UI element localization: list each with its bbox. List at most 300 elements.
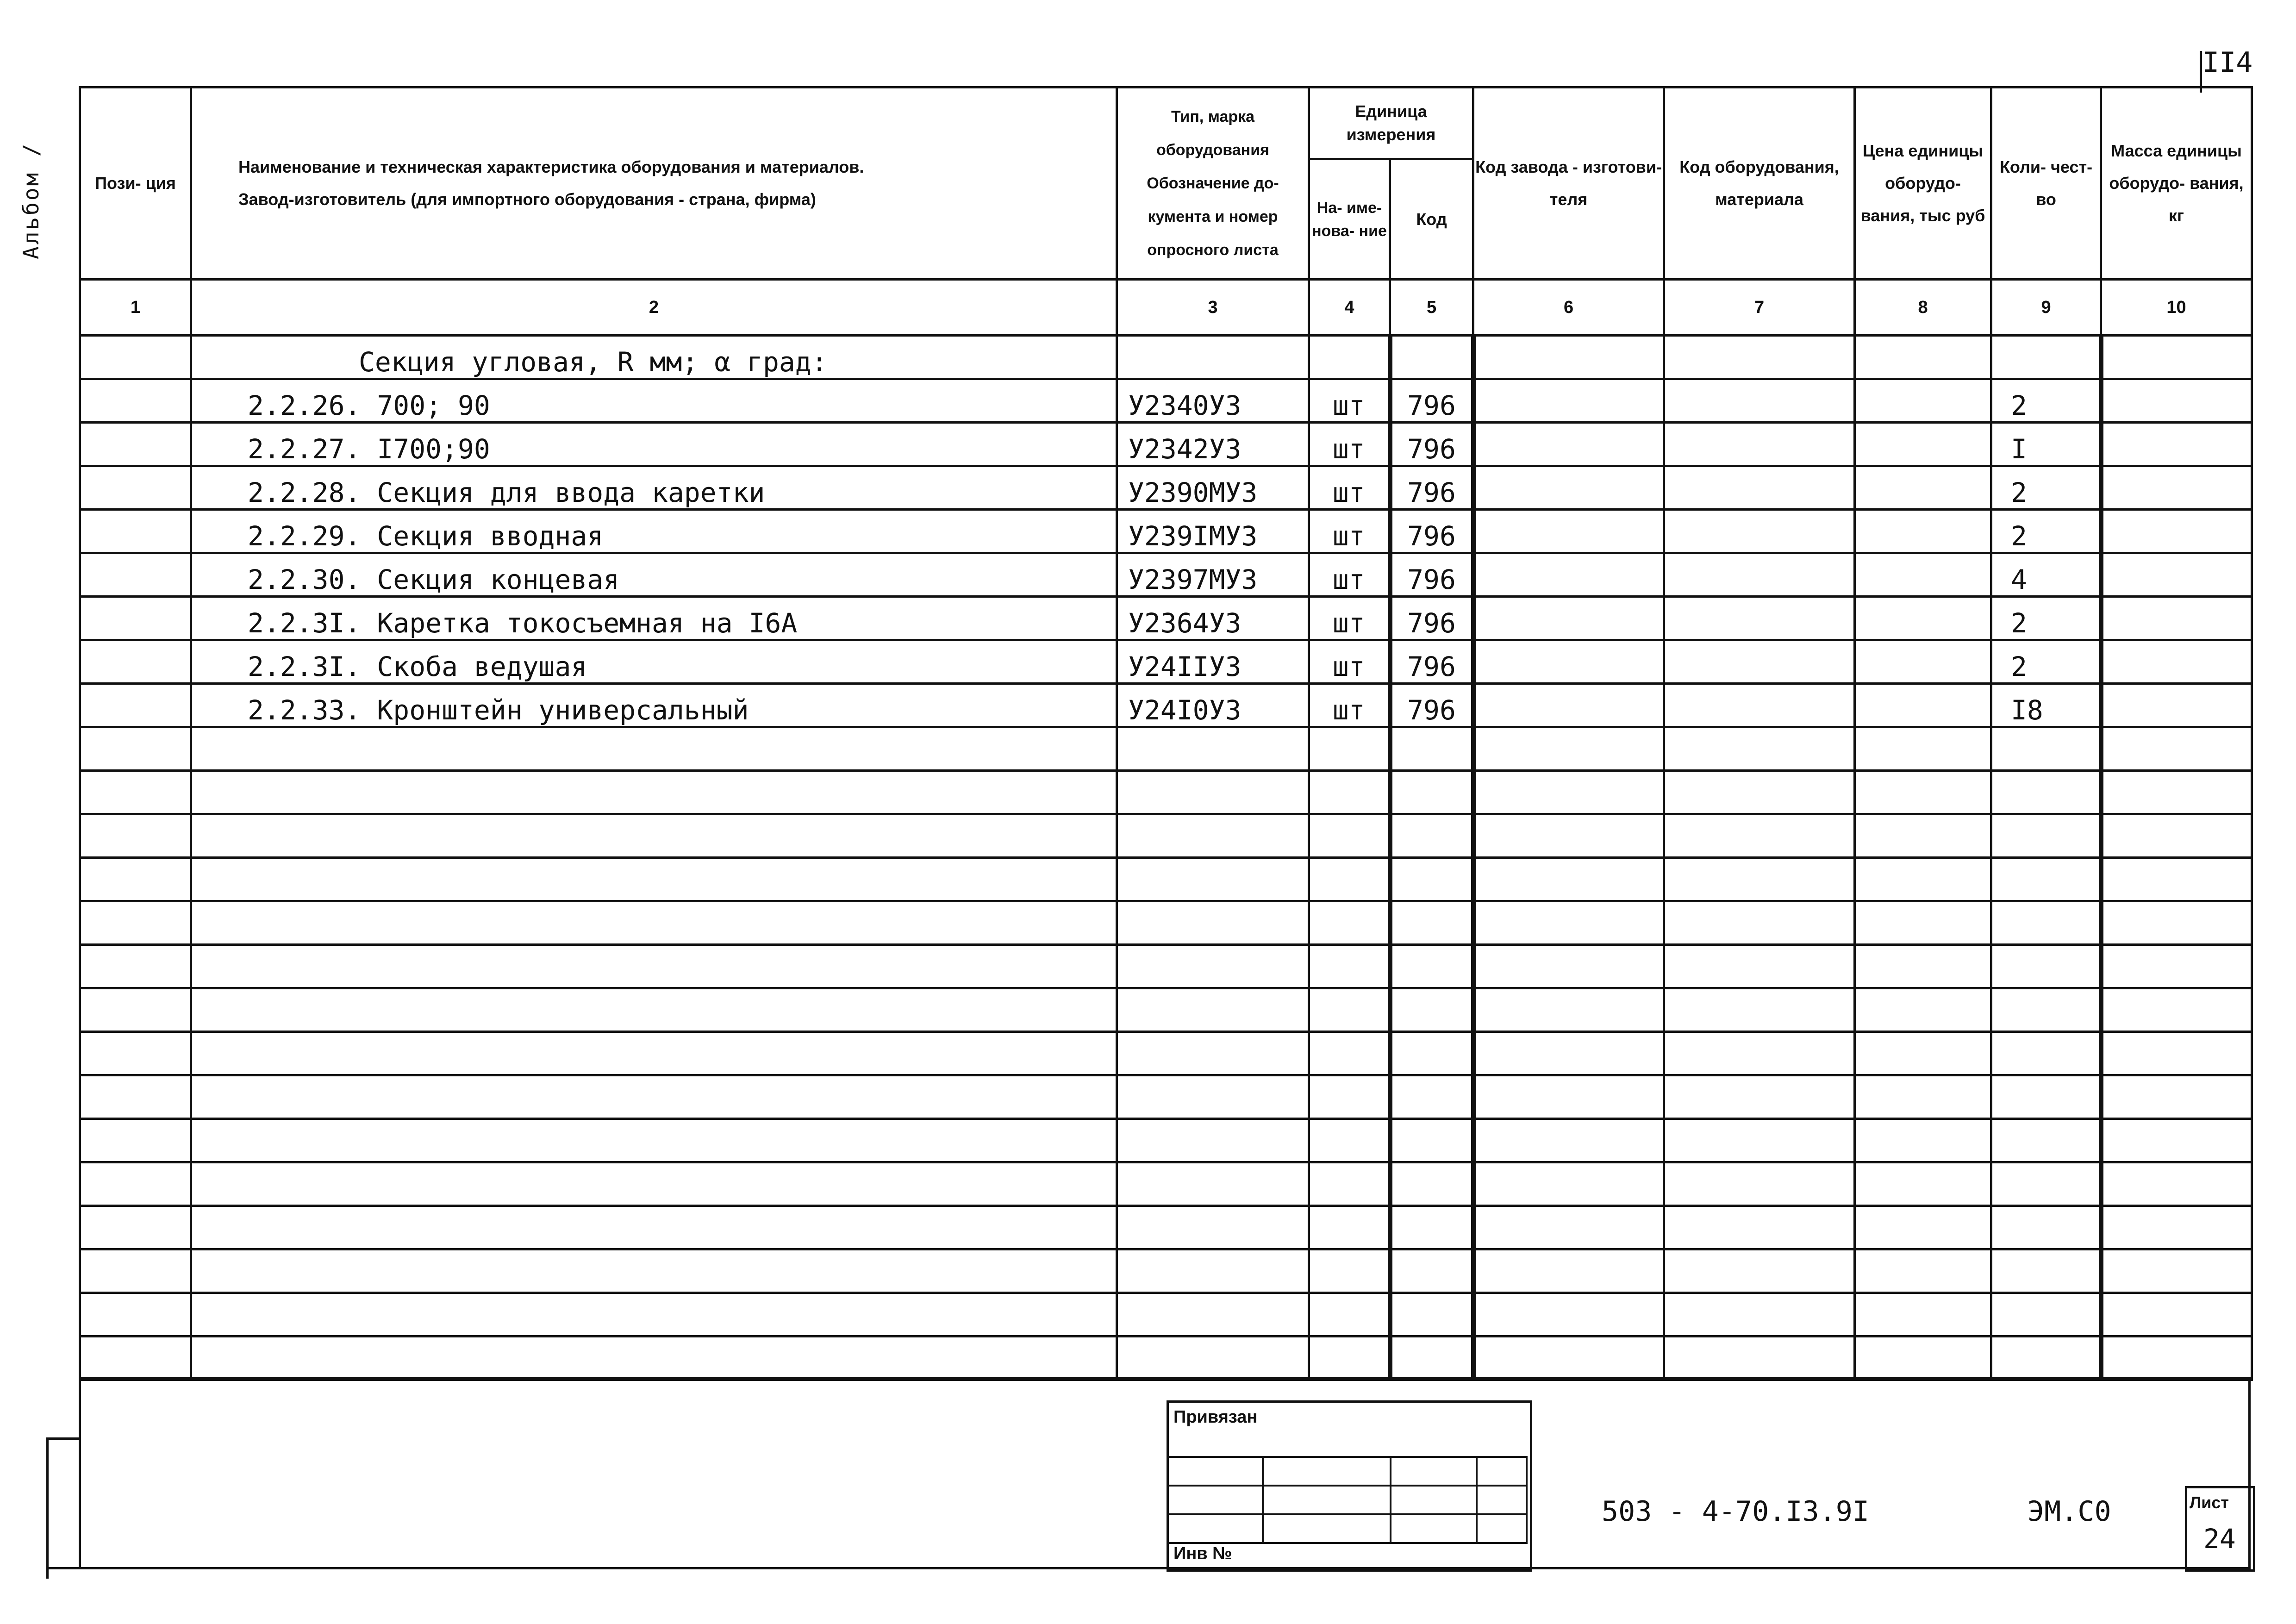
unit-code-cell [1390, 1032, 1473, 1075]
specification-body [80, 336, 2252, 1380]
type-mark-cell-text: У239IМУ3 [1128, 520, 1258, 552]
equipment-code-cell [1664, 1075, 1855, 1119]
header-mass: Масса единицы оборудо- вания, кг [2101, 87, 2252, 280]
unit-name-cell [1309, 684, 1390, 727]
side-album-label: Альбом / [19, 142, 44, 259]
mass-cell [2101, 510, 2252, 553]
table-row [80, 858, 2252, 901]
name-cell [191, 901, 1117, 945]
price-cell [1855, 858, 1991, 901]
price-cell [1855, 684, 1991, 727]
price-cell [1855, 423, 1991, 466]
equipment-code-cell [1664, 336, 1855, 379]
plant-code-cell [1473, 466, 1664, 510]
unit-name-cell [1309, 1249, 1390, 1293]
header-quantity: Коли- чест- во [1991, 87, 2101, 280]
table-row [80, 1032, 2252, 1075]
quantity-cell [1991, 597, 2101, 640]
name-cell-text: Секция угловая, R мм; α град: [359, 346, 828, 378]
unit-name-cell [1309, 727, 1390, 771]
equipment-code-cell [1664, 423, 1855, 466]
type-mark-cell [1117, 771, 1309, 814]
unit-code-cell [1390, 858, 1473, 901]
column-number-10: 10 [2101, 280, 2252, 336]
quantity-cell-text: I [2011, 433, 2027, 465]
position-cell [80, 466, 191, 510]
position-cell [80, 1032, 191, 1075]
table-row [80, 1119, 2252, 1162]
type-mark-cell-text: У2342У3 [1128, 433, 1242, 465]
name-cell [191, 1162, 1117, 1206]
plant-code-cell [1473, 684, 1664, 727]
price-cell [1855, 1249, 1991, 1293]
price-cell [1855, 1293, 1991, 1337]
unit-code-cell [1390, 466, 1473, 510]
table-row [80, 379, 2252, 423]
mass-cell [2101, 466, 2252, 510]
unit-name-cell [1309, 1293, 1390, 1337]
mass-cell [2101, 1075, 2252, 1119]
type-mark-cell [1117, 858, 1309, 901]
type-mark-cell [1117, 814, 1309, 858]
unit-name-cell [1309, 1032, 1390, 1075]
unit-code-cell [1390, 423, 1473, 466]
price-cell [1855, 1075, 1991, 1119]
unit-code-cell-text: 796 [1407, 390, 1456, 421]
name-cell [191, 423, 1117, 466]
name-cell [191, 771, 1117, 814]
plant-code-cell [1473, 945, 1664, 988]
unit-name-cell-text: шт [1332, 564, 1365, 595]
plant-code-cell [1473, 379, 1664, 423]
plant-code-cell [1473, 1206, 1664, 1249]
unit-code-cell [1390, 1119, 1473, 1162]
unit-code-cell-text: 796 [1407, 433, 1456, 465]
position-cell [80, 423, 191, 466]
column-number-2: 2 [191, 280, 1117, 336]
plant-code-cell [1473, 553, 1664, 597]
type-mark-cell [1117, 1337, 1309, 1380]
position-cell [80, 1162, 191, 1206]
price-cell [1855, 510, 1991, 553]
type-mark-cell [1117, 423, 1309, 466]
position-cell [80, 858, 191, 901]
column-number-6: 6 [1473, 280, 1664, 336]
price-cell [1855, 988, 1991, 1032]
table-row [80, 553, 2252, 597]
equipment-code-cell [1664, 640, 1855, 684]
quantity-cell [1991, 945, 2101, 988]
quantity-cell [1991, 640, 2101, 684]
price-cell [1855, 814, 1991, 858]
unit-name-cell [1309, 510, 1390, 553]
position-cell [80, 771, 191, 814]
table-row [80, 988, 2252, 1032]
name-cell-text: 2.2.26. 700; 90 [248, 390, 490, 421]
position-cell [80, 1075, 191, 1119]
type-mark-cell [1117, 1206, 1309, 1249]
plant-code-cell [1473, 423, 1664, 466]
equipment-code-cell [1664, 597, 1855, 640]
mass-cell [2101, 814, 2252, 858]
plant-code-cell [1473, 597, 1664, 640]
equipment-code-cell [1664, 379, 1855, 423]
mass-cell [2101, 423, 2252, 466]
quantity-cell [1991, 727, 2101, 771]
position-cell [80, 684, 191, 727]
position-cell [80, 945, 191, 988]
quantity-cell-text: I8 [2011, 694, 2043, 726]
quantity-cell [1991, 1032, 2101, 1075]
name-cell-text: 2.2.28. Секция для ввода каретки [248, 477, 765, 508]
table-row [80, 597, 2252, 640]
unit-name-cell-text: шт [1332, 694, 1365, 726]
unit-name-cell [1309, 858, 1390, 901]
price-cell [1855, 1032, 1991, 1075]
mass-cell [2101, 945, 2252, 988]
price-cell [1855, 640, 1991, 684]
type-mark-cell [1117, 1293, 1309, 1337]
price-cell [1855, 945, 1991, 988]
type-mark-cell [1117, 1249, 1309, 1293]
name-cell-text: 2.2.3I. Скоба ведушая [248, 651, 587, 682]
type-mark-cell [1117, 640, 1309, 684]
equipment-code-cell [1664, 1293, 1855, 1337]
name-cell [191, 945, 1117, 988]
equipment-code-cell [1664, 1119, 1855, 1162]
unit-code-cell [1390, 1075, 1473, 1119]
quantity-cell [1991, 466, 2101, 510]
name-cell [191, 336, 1117, 379]
unit-name-cell-text: шт [1332, 390, 1365, 421]
position-cell [80, 640, 191, 684]
left-frame-stub [46, 1437, 81, 1440]
quantity-cell [1991, 336, 2101, 379]
unit-code-cell [1390, 510, 1473, 553]
unit-code-cell [1390, 1162, 1473, 1206]
header-position: Пози- ция [80, 87, 191, 280]
position-cell [80, 553, 191, 597]
type-mark-cell-text: У2397МУ3 [1128, 564, 1258, 595]
position-cell [80, 336, 191, 379]
unit-name-cell-text: шт [1332, 607, 1365, 639]
price-cell [1855, 727, 1991, 771]
type-mark-cell-text: У2364У3 [1128, 607, 1242, 639]
plant-code-cell [1473, 336, 1664, 379]
type-mark-cell [1117, 1032, 1309, 1075]
table-row [80, 336, 2252, 379]
position-cell [80, 901, 191, 945]
unit-name-cell [1309, 423, 1390, 466]
table-row [80, 727, 2252, 771]
unit-name-cell [1309, 1206, 1390, 1249]
type-mark-cell [1117, 1119, 1309, 1162]
equipment-code-cell [1664, 771, 1855, 814]
unit-name-cell [1309, 336, 1390, 379]
table-row [80, 1337, 2252, 1380]
type-mark-cell [1117, 1162, 1309, 1206]
quantity-cell [1991, 379, 2101, 423]
quantity-cell-text: 2 [2011, 520, 2027, 552]
name-cell [191, 379, 1117, 423]
name-cell [191, 1249, 1117, 1293]
equipment-code-cell [1664, 858, 1855, 901]
quantity-cell-text: 4 [2011, 564, 2027, 595]
price-cell [1855, 466, 1991, 510]
inventory-label: Инв № [1173, 1544, 1232, 1563]
header-plant-code: Код завода - изготови- теля [1473, 87, 1664, 280]
unit-code-cell [1390, 901, 1473, 945]
position-cell [80, 1119, 191, 1162]
type-mark-cell [1117, 466, 1309, 510]
unit-code-cell [1390, 684, 1473, 727]
equipment-code-cell [1664, 466, 1855, 510]
plant-code-cell [1473, 1249, 1664, 1293]
price-cell [1855, 901, 1991, 945]
price-cell [1855, 1337, 1991, 1380]
mass-cell [2101, 727, 2252, 771]
mass-cell [2101, 1249, 2252, 1293]
mass-cell [2101, 1119, 2252, 1162]
unit-name-cell [1309, 1075, 1390, 1119]
plant-code-cell [1473, 988, 1664, 1032]
equipment-code-cell [1664, 510, 1855, 553]
quantity-cell [1991, 1293, 2101, 1337]
sheet-value: 24 [2203, 1523, 2236, 1555]
unit-code-cell [1390, 379, 1473, 423]
plant-code-cell [1473, 1119, 1664, 1162]
unit-name-cell [1309, 771, 1390, 814]
table-row [80, 814, 2252, 858]
equipment-code-cell [1664, 1032, 1855, 1075]
plant-code-cell [1473, 814, 1664, 858]
position-cell [80, 1293, 191, 1337]
unit-code-cell [1390, 336, 1473, 379]
sheet-number: II4 [2202, 46, 2253, 79]
unit-code-cell [1390, 597, 1473, 640]
unit-name-cell [1309, 597, 1390, 640]
table-row [80, 1075, 2252, 1119]
position-cell [80, 510, 191, 553]
header-price: Цена единицы оборудо- вания, тыс руб [1855, 87, 1991, 280]
header-name [191, 87, 1117, 280]
name-cell [191, 1032, 1117, 1075]
name-cell [191, 510, 1117, 553]
equipment-code-cell [1664, 1206, 1855, 1249]
position-cell [80, 814, 191, 858]
type-mark-cell [1117, 1075, 1309, 1119]
stamp-grid [1167, 1456, 1528, 1544]
quantity-cell [1991, 684, 2101, 727]
unit-code-cell [1390, 1206, 1473, 1249]
name-cell [191, 597, 1117, 640]
plant-code-cell [1473, 1162, 1664, 1206]
plant-code-cell [1473, 901, 1664, 945]
unit-name-cell [1309, 1162, 1390, 1206]
plant-code-cell [1473, 771, 1664, 814]
header-unit-name: На- име- нова- ние [1309, 159, 1390, 280]
type-mark-cell [1117, 684, 1309, 727]
plant-code-cell [1473, 640, 1664, 684]
price-cell [1855, 771, 1991, 814]
name-cell-text: 2.2.30. Секция концевая [248, 564, 620, 595]
mass-cell [2101, 640, 2252, 684]
quantity-cell [1991, 988, 2101, 1032]
table-row [80, 771, 2252, 814]
quantity-cell [1991, 1337, 2101, 1380]
unit-name-cell-text: шт [1332, 477, 1365, 508]
table-row [80, 945, 2252, 988]
price-cell [1855, 1206, 1991, 1249]
price-cell [1855, 336, 1991, 379]
unit-name-cell-text: шт [1332, 433, 1365, 465]
unit-code-cell [1390, 1249, 1473, 1293]
position-cell [80, 1337, 191, 1380]
quantity-cell-text: 2 [2011, 651, 2027, 682]
quantity-cell [1991, 423, 2101, 466]
position-cell [80, 1249, 191, 1293]
equipment-code-cell [1664, 1162, 1855, 1206]
position-cell [80, 988, 191, 1032]
specification-table [79, 86, 2253, 1381]
unit-code-cell [1390, 771, 1473, 814]
unit-code-cell-text: 796 [1407, 607, 1456, 639]
name-cell [191, 1337, 1117, 1380]
name-cell [191, 814, 1117, 858]
price-cell [1855, 379, 1991, 423]
unit-code-cell [1390, 814, 1473, 858]
attached-label: Привязан [1173, 1407, 1258, 1427]
price-cell [1855, 597, 1991, 640]
mass-cell [2101, 901, 2252, 945]
unit-name-cell [1309, 1119, 1390, 1162]
column-number-4: 4 [1309, 280, 1390, 336]
unit-code-cell-text: 796 [1407, 520, 1456, 552]
table-row [80, 1162, 2252, 1206]
mass-cell [2101, 597, 2252, 640]
position-cell [80, 379, 191, 423]
quantity-cell [1991, 858, 2101, 901]
name-cell [191, 727, 1117, 771]
table-row [80, 466, 2252, 510]
price-cell [1855, 553, 1991, 597]
quantity-cell [1991, 510, 2101, 553]
unit-code-cell [1390, 727, 1473, 771]
unit-code-cell [1390, 945, 1473, 988]
type-mark-cell-text: У24IIУ3 [1128, 651, 1242, 682]
name-cell-text: 2.2.33. Кронштейн универсальный [248, 694, 749, 726]
quantity-cell [1991, 1162, 2101, 1206]
plant-code-cell [1473, 1293, 1664, 1337]
header-name-line1: Наименование и техническая характеристика оборудования и материалов. [238, 157, 864, 176]
price-cell [1855, 1119, 1991, 1162]
quantity-cell [1991, 1075, 2101, 1119]
quantity-cell [1991, 901, 2101, 945]
mass-cell [2101, 1293, 2252, 1337]
name-cell [191, 640, 1117, 684]
type-mark-cell [1117, 510, 1309, 553]
mass-cell [2101, 336, 2252, 379]
mass-cell [2101, 1032, 2252, 1075]
plant-code-cell [1473, 510, 1664, 553]
mass-cell [2101, 1337, 2252, 1380]
sheet-label: Лист [2190, 1493, 2229, 1512]
unit-name-cell [1309, 466, 1390, 510]
quantity-cell-text: 2 [2011, 477, 2027, 508]
unit-code-cell [1390, 1293, 1473, 1337]
type-mark-cell [1117, 988, 1309, 1032]
equipment-code-cell [1664, 553, 1855, 597]
plant-code-cell [1473, 1032, 1664, 1075]
name-cell [191, 684, 1117, 727]
quantity-cell-text: 2 [2011, 390, 2027, 421]
type-mark-cell [1117, 553, 1309, 597]
mass-cell [2101, 858, 2252, 901]
name-cell-text: 2.2.29. Секция вводная [248, 520, 604, 552]
equipment-code-cell [1664, 684, 1855, 727]
price-cell [1855, 1162, 1991, 1206]
type-mark-cell [1117, 597, 1309, 640]
mass-cell [2101, 684, 2252, 727]
unit-name-cell [1309, 1337, 1390, 1380]
quantity-cell [1991, 814, 2101, 858]
type-mark-cell-text: У2340У3 [1128, 390, 1242, 421]
equipment-code-cell [1664, 1337, 1855, 1380]
quantity-cell [1991, 1249, 2101, 1293]
equipment-code-cell [1664, 945, 1855, 988]
unit-name-cell [1309, 901, 1390, 945]
name-cell [191, 1293, 1117, 1337]
name-cell [191, 858, 1117, 901]
position-cell [80, 1206, 191, 1249]
quantity-cell-text: 2 [2011, 607, 2027, 639]
position-cell [80, 727, 191, 771]
unit-name-cell [1309, 988, 1390, 1032]
table-row [80, 640, 2252, 684]
unit-code-cell [1390, 988, 1473, 1032]
unit-code-cell-text: 796 [1407, 694, 1456, 726]
mass-cell [2101, 379, 2252, 423]
unit-name-cell [1309, 553, 1390, 597]
document-code: 503 - 4-70.I3.9I [1602, 1495, 1869, 1528]
plant-code-cell [1473, 1075, 1664, 1119]
name-cell [191, 553, 1117, 597]
plant-code-cell [1473, 858, 1664, 901]
column-number-9: 9 [1991, 280, 2101, 336]
mass-cell [2101, 1206, 2252, 1249]
type-mark-cell [1117, 945, 1309, 988]
equipment-code-cell [1664, 988, 1855, 1032]
header-unit-group: Единица измерения [1309, 87, 1473, 159]
left-margin-line [46, 1440, 49, 1579]
unit-name-cell-text: шт [1332, 651, 1365, 682]
unit-name-cell [1309, 640, 1390, 684]
unit-name-cell [1309, 945, 1390, 988]
table-row [80, 423, 2252, 466]
mass-cell [2101, 988, 2252, 1032]
name-cell [191, 466, 1117, 510]
quantity-cell [1991, 553, 2101, 597]
equipment-code-cell [1664, 727, 1855, 771]
header-name-line2: Завод-изготовитель (для импортного оборудования - страна, фирма) [238, 190, 816, 209]
document-mark: ЭМ.С0 [2028, 1495, 2111, 1528]
name-cell [191, 1075, 1117, 1119]
header-type: Тип, марка оборудования Обозначение до- кумента и номер опросного листа [1117, 87, 1309, 280]
plant-code-cell [1473, 727, 1664, 771]
unit-name-cell-text: шт [1332, 520, 1365, 552]
column-number-1: 1 [80, 280, 191, 336]
table-row [80, 684, 2252, 727]
